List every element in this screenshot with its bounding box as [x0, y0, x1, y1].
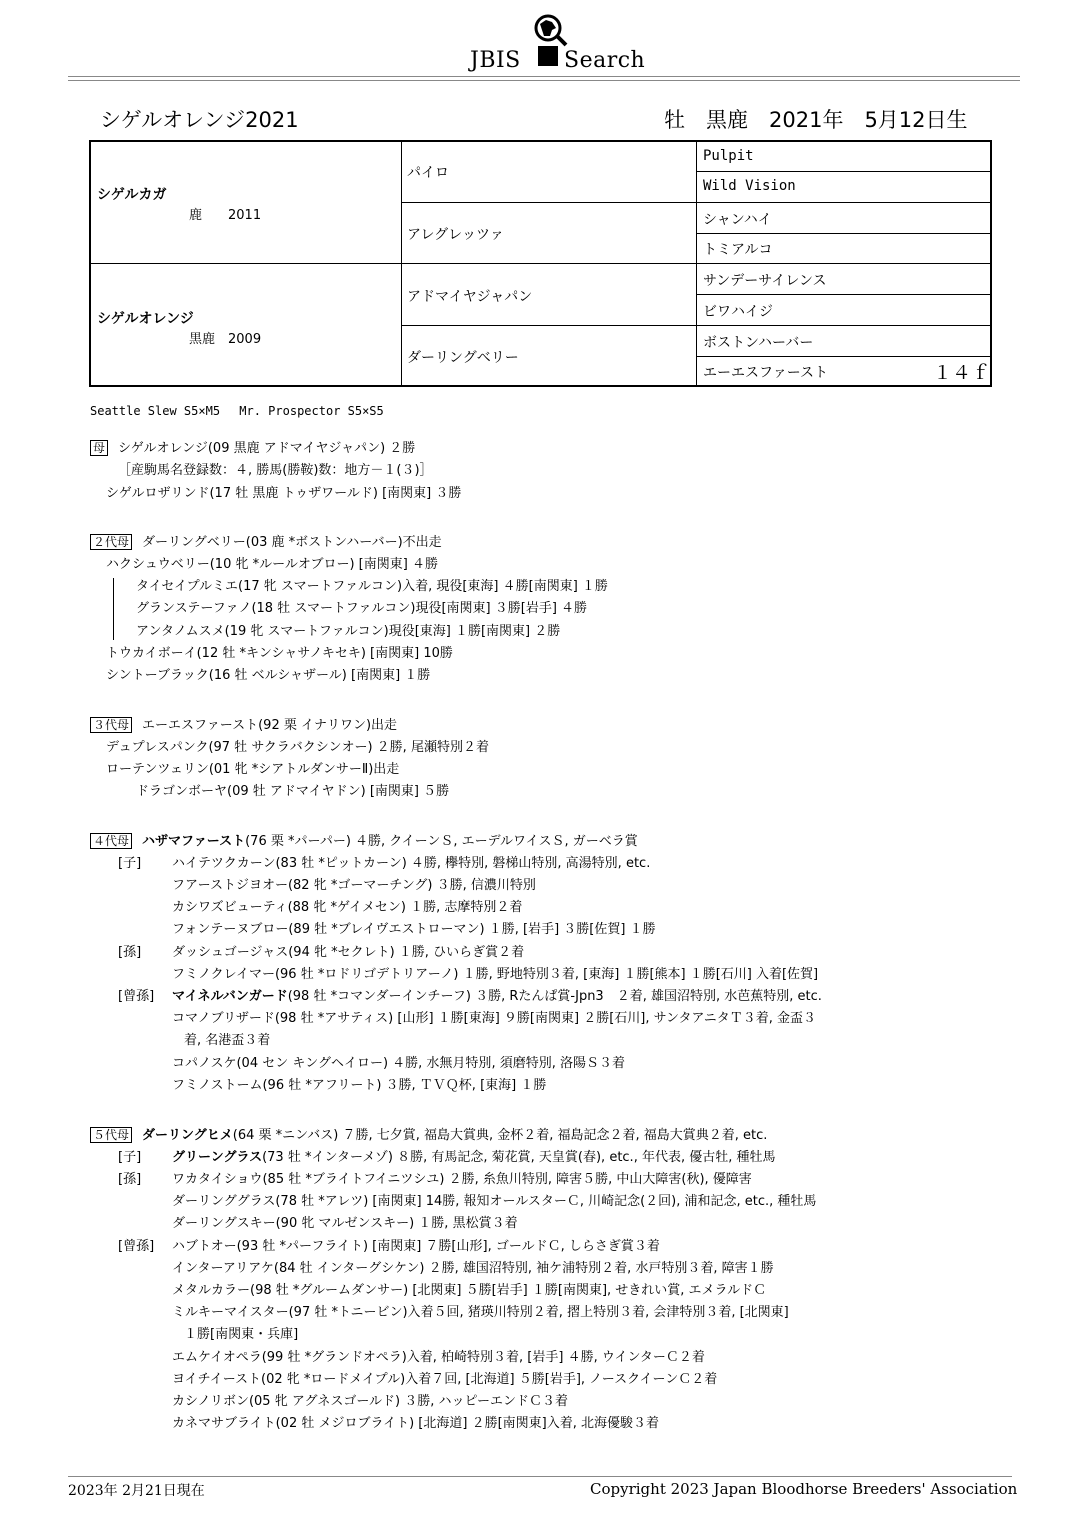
row-divider	[91, 263, 401, 264]
gen3-name: ビワハイジ	[703, 304, 773, 320]
g5-line: ヨイチイースト(02 牝 *ロードメイプル)入着７回, [北海道] ５勝[岩手], ノースクイーンＣ２着	[172, 1372, 718, 1387]
g2-line: ダーリングベリー(03 鹿 *ボストンハーバー)不出走	[142, 535, 442, 550]
g5-line: ワカタイショウ(85 牡 *ブライトフイニツシユ) ２勝, 糸魚川特別, 障害５勝, 中山大障害(秋), 優障害	[172, 1172, 752, 1187]
tag-grandchild: [孫]	[118, 1172, 142, 1187]
gen3-name: シャンハイ	[703, 212, 772, 228]
g5-line: １勝[南関東・兵庫]	[184, 1327, 299, 1342]
horse-name: シゲルオレンジ2021	[100, 108, 299, 132]
g5-line: ダーリンググラス(78 牡 *アレツ) [南関東] 14勝, 報知オールスターＣ, 川崎記念(２回), 浦和記念, etc., 種牡馬	[172, 1194, 817, 1209]
gen3-name: ボストンハーバー	[703, 335, 814, 351]
tag-child: [子]	[118, 1150, 142, 1165]
section-label: 母	[90, 440, 108, 456]
g4-detail: (76 栗 *パーパー) ４勝, クイーンＳ, エーデルワイスＳ, ガーベラ賞	[245, 834, 638, 849]
g5-line: エムケイオペラ(99 牡 *グランドオペラ)入着, 柏崎特別３着, [岩手] ４勝, ウインターＣ２着	[172, 1350, 705, 1365]
dam-line: シゲルオレンジ(09 黒鹿 アドマイヤジャパン) ２勝	[118, 441, 416, 456]
g2-line: アンタノムスメ(19 牝 スマートファルコン)現役[東海] １勝[南関東] ２勝	[136, 624, 561, 639]
tree-line	[113, 578, 114, 640]
g3-line: エーエスファースト(92 栗 イナリワン)出走	[142, 718, 398, 733]
g4-line: (98 牡 *コマンダーインチーフ) ３勝, Rたんぱ賞-Jpn3 ２着, 雄国沼特別, 水芭蕉特別, etc.	[287, 989, 822, 1004]
g2-line: グランステーファノ(18 牡 スマートファルコン)現役[南関東] ３勝[岩手] ４勝	[136, 601, 588, 616]
g5-section-head	[90, 1125, 767, 1147]
g4-line: ダッシュゴージャス(94 牝 *セクレト) １勝, ひいらぎ賞２着	[172, 945, 525, 960]
tag-child: [子]	[118, 856, 142, 871]
logo-text-right: Search	[564, 48, 646, 73]
g4-line-bold	[172, 986, 822, 1008]
dam-progeny: シゲルロザリンド(17 牡 黒鹿 トゥザワールド) [南関東] ３勝	[106, 486, 462, 501]
header-rule	[68, 76, 1020, 77]
horse-info: 牡 黒鹿 2021年 5月12日生	[664, 108, 968, 132]
gen3-name: トミアルコ	[703, 242, 773, 258]
footer-date: 2023年 2月21日現在	[68, 1483, 205, 1499]
row-divider	[696, 356, 991, 357]
section-label: ３代母	[90, 717, 132, 733]
g5-line: メタルカラー(98 牡 *グルームダンサー) [北関東] ５勝[岩手] １勝[南関東], せきれい賞, エメラルドＣ	[172, 1283, 767, 1298]
tag-great-grandchild: [曾孫]	[118, 989, 155, 1004]
footer-copyright: Copyright 2023 Japan Bloodhorse Breeders' Association	[590, 1480, 1018, 1498]
g2-line: トウカイボーイ(12 牡 *キンシャサノキセキ) [南関東] 10勝	[106, 646, 453, 661]
row-divider	[401, 325, 696, 326]
row-divider	[696, 294, 991, 295]
row-divider	[401, 263, 696, 264]
section-label: ５代母	[90, 1127, 132, 1143]
dam-section-head	[90, 438, 415, 460]
g5-line: カネマサブライト(02 牡 メジロブライト) [北海道] ２勝[南関東]入着, 北海優駿３着	[172, 1416, 659, 1431]
section-label: ２代母	[90, 534, 132, 550]
g4-line: コマノブリザード(98 牡 *アサティス) [山形] １勝[東海] ９勝[南関東] ２勝[石川], サンタアニタＴ３着, 金盃３	[172, 1011, 817, 1026]
sire-name: シゲルカガ	[97, 187, 167, 203]
g5-line: カシノリボン(05 牝 アグネスゴールド) ３勝, ハッピーエンドＣ３着	[172, 1394, 569, 1409]
g3-line: ローテンツェリン(01 牝 *シアトルダンサーⅡ)出走	[106, 762, 400, 777]
g4-line: 着, 名港盃３着	[184, 1033, 271, 1048]
g5-line: ミルキーマイスター(97 牡 *トニービン)入着５回, 猪瑛川特別２着, 摺上特別３着, 会津特別３着, [北関東]	[172, 1305, 789, 1320]
g4-line: カシワズビューティ(88 牝 *ゲイメセン) １勝, 志摩特別２着	[172, 900, 523, 915]
row-divider	[696, 325, 991, 326]
row-divider	[696, 171, 991, 172]
g5-child-name: グリーングラス	[172, 1150, 263, 1165]
g5-line: インターアリアケ(84 牡 インターグシケン) ２勝, 雄国沼特別, 袖ケ浦特別２着, 水戸特別３着, 障害１勝	[172, 1261, 774, 1276]
logo-text-left: JBIS	[470, 48, 521, 73]
pedigree-table	[89, 140, 992, 387]
g4-line: フミノクレイマー(96 牡 *ロドリゴデトリアーノ) １勝, 野地特別３着, [東海] １勝[熊本] １勝[石川] 入着[佐賀]	[172, 967, 819, 982]
g4-line: コパノスケ(04 セン キングヘイロー) ４勝, 水無月特別, 須磨特別, 洛陽Ｓ３着	[172, 1056, 625, 1071]
footer-rule	[68, 1476, 1012, 1477]
gen3-name: エーエスファースト	[703, 365, 829, 381]
gen2-name: アドマイヤジャパン	[407, 289, 533, 305]
header-rule-2	[68, 80, 1020, 81]
gen2-name: アレグレッツァ	[407, 227, 504, 243]
inbreeding-note: Seattle Slew S5×M5 Mr. Prospector S5×S5	[90, 404, 384, 418]
tag-great-grandchild: [曾孫]	[118, 1239, 155, 1254]
row-divider	[696, 263, 991, 264]
g4-line: フミノストーム(96 牡 *アフリート) ３勝, ＴＶＱ杯, [東海] １勝	[172, 1078, 547, 1093]
gen3-name: Wild Vision	[703, 178, 796, 194]
g4-name: ハザマファースト	[142, 834, 246, 849]
g5-child-detail: (73 牡 *インターメゾ) ８勝, 有馬記念, 菊花賞, 天皇賞(春), etc., 年代表, 優古牡, 種牡馬	[262, 1150, 776, 1165]
dam-stats: ［産駒馬名登録数：４, 勝馬(勝鞍)数：地方－１(３)］	[118, 463, 433, 478]
row-divider	[696, 233, 991, 234]
g2-section-head	[90, 532, 442, 554]
g4-line: フアーストジヨオー(82 牝 *ゴーマーチング) ３勝, 信濃川特別	[172, 878, 536, 893]
gen2-name: パイロ	[407, 165, 449, 181]
g3-line: ドラゴンボーヤ(09 牡 アドマイヤドン) [南関東] ５勝	[136, 784, 450, 799]
gen3-name: Pulpit	[703, 148, 754, 164]
g4-bold-name: マイネルバンガード	[172, 989, 288, 1004]
g5-line: ハブトオー(93 牡 *パーフライト) [南関東] ７勝[山形], ゴールドＣ, しらさぎ賞３着	[172, 1239, 660, 1254]
g4-line: フォンテーヌブロー(89 牡 *ブレイヴエストローマン) １勝, [岩手] ３勝[佐賀] １勝	[172, 922, 656, 937]
g3-section-head	[90, 715, 397, 737]
row-divider	[696, 202, 991, 203]
g3-line: デュプレスパンク(97 牡 サクラバクシンオー) ２勝, 尾瀬特別２着	[106, 740, 489, 755]
g4-line: ハイテツクカーン(83 牡 *ピットカーン) ４勝, 欅特別, 磐梯山特別, 高湯特別, etc.	[172, 856, 651, 871]
dam-detail: 黒鹿 2009	[189, 332, 262, 347]
family-number: １４ｆ	[933, 362, 991, 384]
sire-detail: 鹿 2011	[189, 208, 262, 223]
jbis-search-logo	[470, 14, 646, 76]
g5-detail: (64 栗 *ニンバス) ７勝, 七夕賞, 福島大賞典, 金杯２着, 福島記念２着, 福島大賞典２着, etc.	[232, 1128, 768, 1143]
dam-name: シゲルオレンジ	[97, 311, 194, 327]
gen2-name: ダーリングベリー	[407, 350, 519, 366]
gen3-name: サンデーサイレンス	[703, 273, 827, 289]
g2-line: シントーブラック(16 牡 ベルシャザール) [南関東] １勝	[106, 668, 431, 683]
g2-line: タイセイプルミエ(17 牝 スマートファルコン)入着, 現役[東海] ４勝[南関東] １勝	[136, 579, 608, 594]
section-label: ４代母	[90, 833, 132, 849]
g2-line: ハクシュウベリー(10 牝 *ルールオブロー) [南関東] ４勝	[106, 557, 438, 572]
g5-line: ダーリングスキー(90 牝 マルゼンスキー) １勝, 黒松賞３着	[172, 1216, 518, 1231]
g5-child	[172, 1147, 776, 1169]
g5-name: ダーリングヒメ	[142, 1128, 233, 1143]
row-divider	[401, 202, 696, 203]
tag-grandchild: [孫]	[118, 945, 142, 960]
g4-section-head	[90, 831, 638, 853]
